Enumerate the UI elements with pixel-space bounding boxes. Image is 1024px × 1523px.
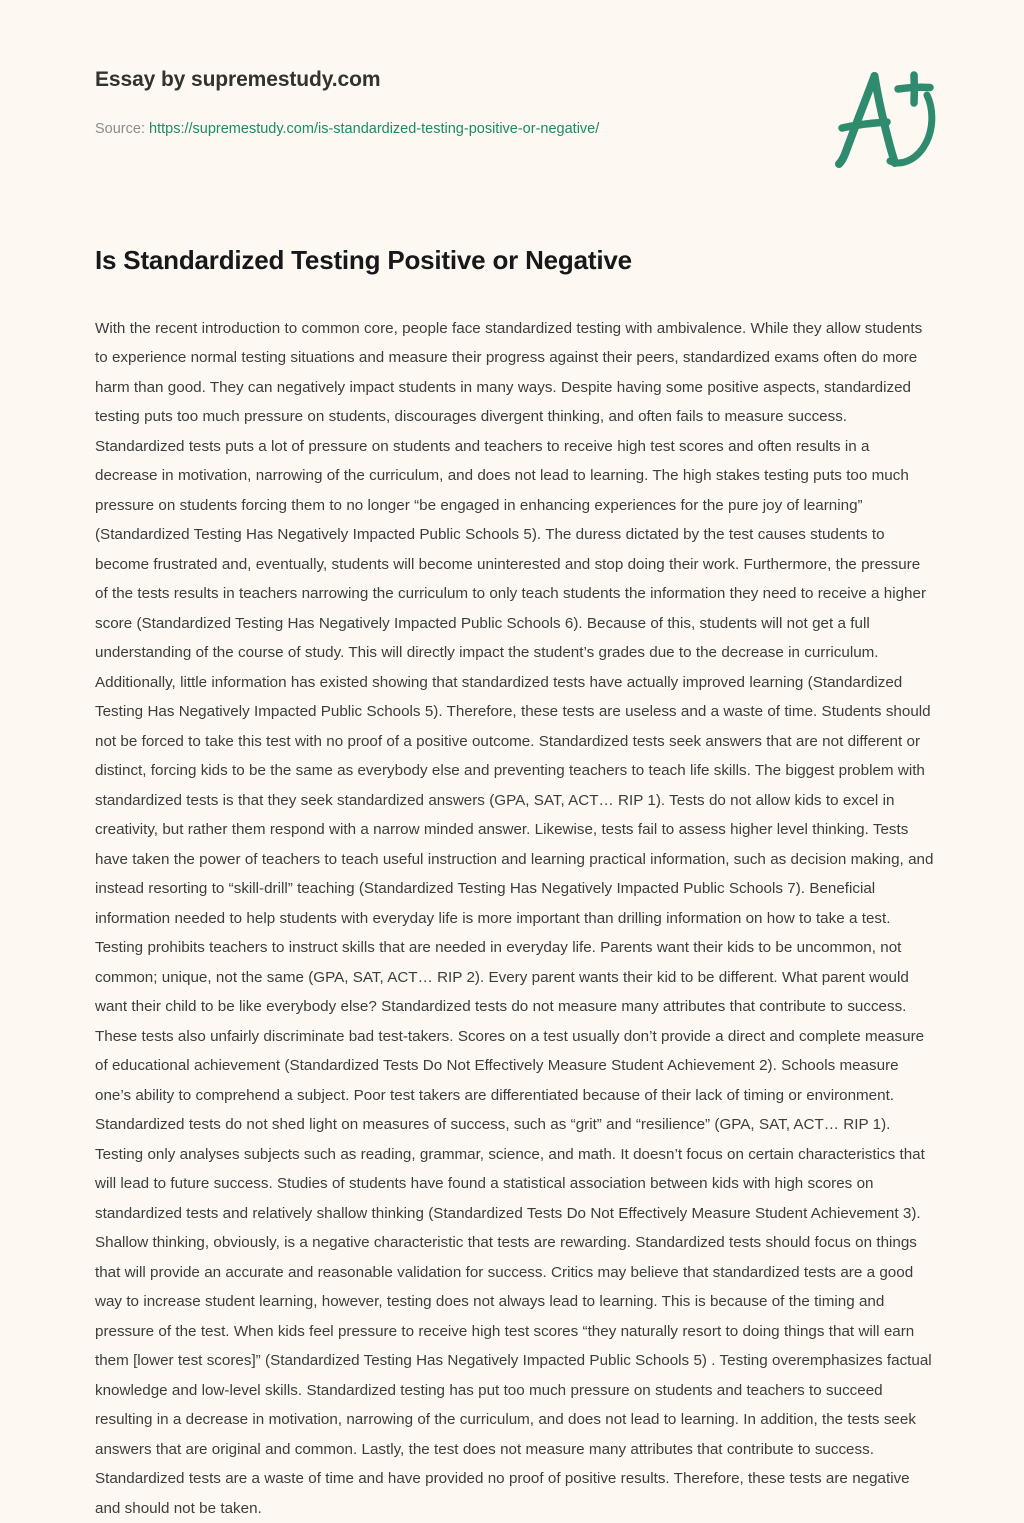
source-line <box>95 121 599 137</box>
source-label: Source: <box>95 121 145 137</box>
source-url-link[interactable]: https://supremestudy.com/is-standardized-testing-positive-or-negative/ <box>149 121 599 137</box>
brand-title: Essay by supremestudy.com <box>95 68 380 92</box>
article-body-text: With the recent introduction to common core, people face standardized testing with ambivalence. While they allow students to experience normal testing situations and measure their progress against their peers, standardized exams often do more harm than good. They can negatively impact students in many ways. Despite having some positive aspects, standardized testing puts too much pressure on students, discourages divergent thinking, and often fails to measure success. Standardized tests puts a lot of pressure on students and teachers to receive high test scores and often results in a decrease in motivation, narrowing of the curriculum, and does not lead to learning. The high stakes testing puts too much pressure on students forcing them to no longer “be engaged in enhancing experiences for the pure joy of learning” (Standardized Testing Has Negatively Impacted Public Schools 5). The duress dictated by the test causes students to become frustrated and, eventually, students will become uninterested and stop doing their work. Furthermore, the pressure of the tests results in teachers narrowing the curriculum to only teach students the information they need to receive a higher score (Standardized Testing Has Negatively Impacted Public Schools 6). Because of this, students will not get a full understanding of the course of study. This will directly impact the student’s grades due to the decrease in curriculum. Additionally, little information has existed showing that standardized tests have actually improved learning (Standardized Testing Has Negatively Impacted Public Schools 5). Therefore, these tests are useless and a waste of time. Students should not be forced to take this test with no proof of a positive outcome. Standardized tests seek answers that are not different or distinct, forcing kids to be the same as everybody else and preventing teachers to teach life skills. The biggest problem with standardized tests is that they seek standardized answers (GPA, SAT, ACT… RIP 1). Tests do not allow kids to excel in creativity, but rather them respond with a narrow minded answer. Likewise, tests fail to assess higher level thinking. Tests have taken the power of teachers to teach useful instruction and learning practical information, such as decision making, and instead resorting to “skill-drill” teaching (Standardized Testing Has Negatively Impacted Public Schools 7). Beneficial information needed to help students with everyday life is more important than drilling information on how to take a test. Testing prohibits teachers to instruct skills that are needed in everyday life. Parents want their kids to be uncommon, not common; unique, not the same (GPA, SAT, ACT… RIP 2). Every parent wants their kid to be different. What parent would want their child to be like everybody else? Standardized tests do not measure many attributes that contribute to success. These tests also unfairly discriminate bad test-takers. Scores on a test usually don’t provide a direct and complete measure of educational achievement (Standardized Tests Do Not Effectively Measure Student Achievement 2). Schools measure one’s ability to comprehend a subject. Poor test takers are differentiated because of their lack of timing or environment. Standardized tests do not shed light on measures of success, such as “grit” and “resilience” (GPA, SAT, ACT… RIP 1). Testing only analyses subjects such as reading, grammar, science, and math. It doesn’t focus on certain characteristics that will lead to future success. Studies of students have found a statistical association between kids with high scores on standardized tests and relatively shallow thinking (Standardized Tests Do Not Effectively Measure Student Achievement 3). Shallow thinking, obviously, is a negative characteristic that tests are rewarding. Standardized tests should focus on things that will provide an accurate and reasonable validation for success. Critics may believe that standardized tests are a good way to increase student learning, however, testing does not always lead to learning. This is because of the timing and pressure of the test. When kids feel pressure to receive high test scores “they naturally resort to doing things that will earn them [lower test scores]” (Standardized Testing Has Negatively Impacted Public Schools 5) . Testing overemphasizes factual knowledge and low-level skills. Standardized testing has put too much pressure on students and teachers to succeed resulting in a decrease in motivation, narrowing of the curriculum, and does not lead to learning. In addition, the tests seek answers that are original and common. Lastly, the test does not measure many attributes that contribute to success. Standardized tests are a waste of time and have provided no proof of positive results. Therefore, these tests are negative and should not be taken. <box>95 277 935 1523</box>
page-title: Is Standardized Testing Positive or Negative <box>95 200 929 277</box>
article <box>0 200 1024 1523</box>
document-header <box>0 0 1024 200</box>
a-plus-logo-icon <box>824 62 944 177</box>
